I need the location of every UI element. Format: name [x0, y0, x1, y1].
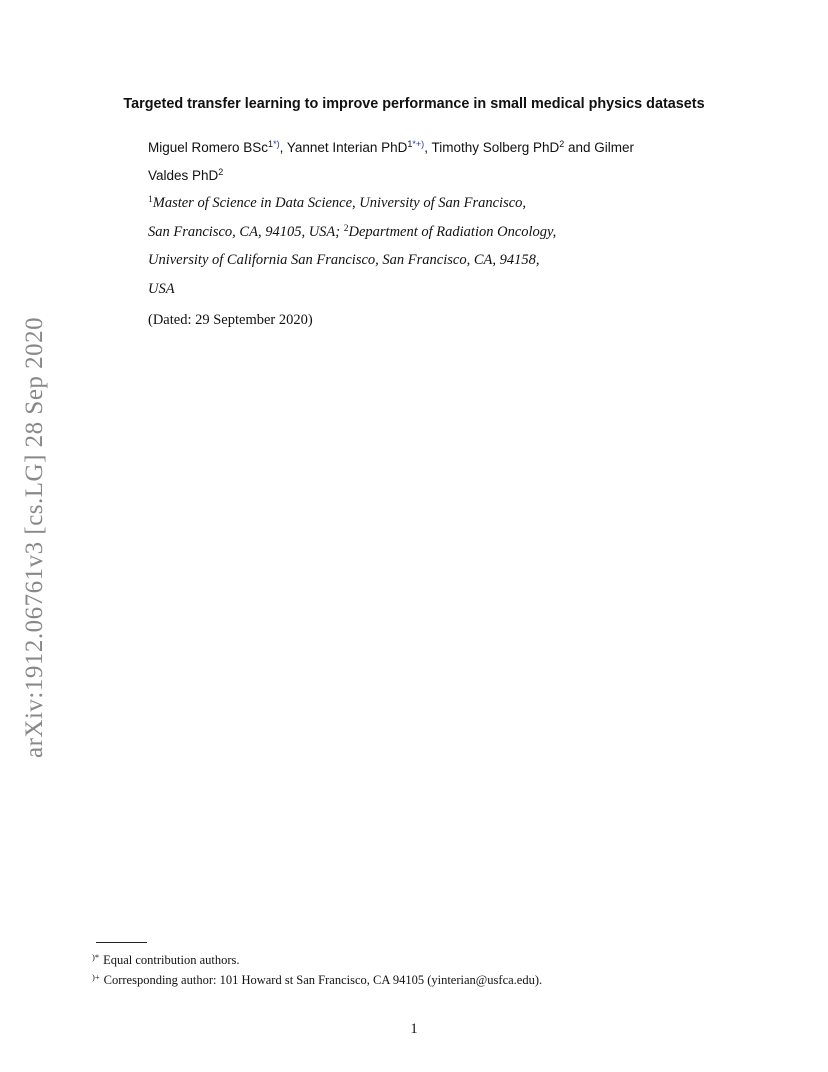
affiliation-superscript: 1: [268, 139, 274, 149]
author-name: Yannet Interian PhD: [286, 140, 408, 155]
footnote: [92, 953, 240, 968]
author-separator: ,: [424, 140, 432, 155]
footnote-link[interactable]: *+): [412, 139, 425, 149]
affiliation-superscript: 2: [343, 223, 349, 234]
author-name: Timothy Solberg PhD: [431, 140, 560, 155]
author-separator: and Gilmer: [564, 140, 635, 155]
affiliation-line: [148, 218, 708, 247]
dated-line: (Dated: 29 September 2020): [148, 312, 313, 328]
author-name: Miguel Romero BSc: [148, 140, 269, 155]
footnote: [92, 973, 542, 988]
footnote-mark: )+: [92, 972, 100, 982]
affiliation-superscript: 2: [218, 167, 224, 177]
footnote-divider: [96, 942, 147, 943]
affiliation-text: Department of Radiation Oncology,: [348, 223, 557, 240]
arxiv-identifier-stamp: arXiv:1912.06761v3 [cs.LG] 28 Sep 2020: [21, 316, 48, 758]
affiliation-text: San Francisco, CA, 94105, USA;: [148, 223, 344, 240]
affiliation-superscript: 1: [407, 139, 413, 149]
affiliation-text: Master of Science in Data Science, University of San Francisco,: [152, 195, 527, 211]
footnote-text: Equal contribution authors.: [103, 953, 240, 967]
affiliations: [148, 189, 708, 303]
footnote-link[interactable]: *): [273, 139, 280, 149]
affiliation-superscript: 1: [148, 195, 153, 205]
affiliation-line: University of California San Francisco, San Francisco, CA, 94158,: [148, 252, 540, 268]
affiliation-line: USA: [148, 280, 175, 297]
affiliation-superscript: 2: [559, 139, 565, 149]
author-list: [148, 134, 728, 190]
paper-title: Targeted transfer learning to improve performance in small medical physics datasets: [123, 96, 705, 112]
footnote-text: Corresponding author: 101 Howard st San Francisco, CA 94105 (yinterian@usfca.edu).: [103, 973, 543, 987]
affiliation-line: [148, 189, 708, 218]
footnote-mark: )*: [92, 952, 100, 962]
page-number: 1: [410, 1021, 418, 1037]
author-separator: ,: [279, 140, 287, 155]
author-name: Valdes PhD: [148, 168, 219, 183]
